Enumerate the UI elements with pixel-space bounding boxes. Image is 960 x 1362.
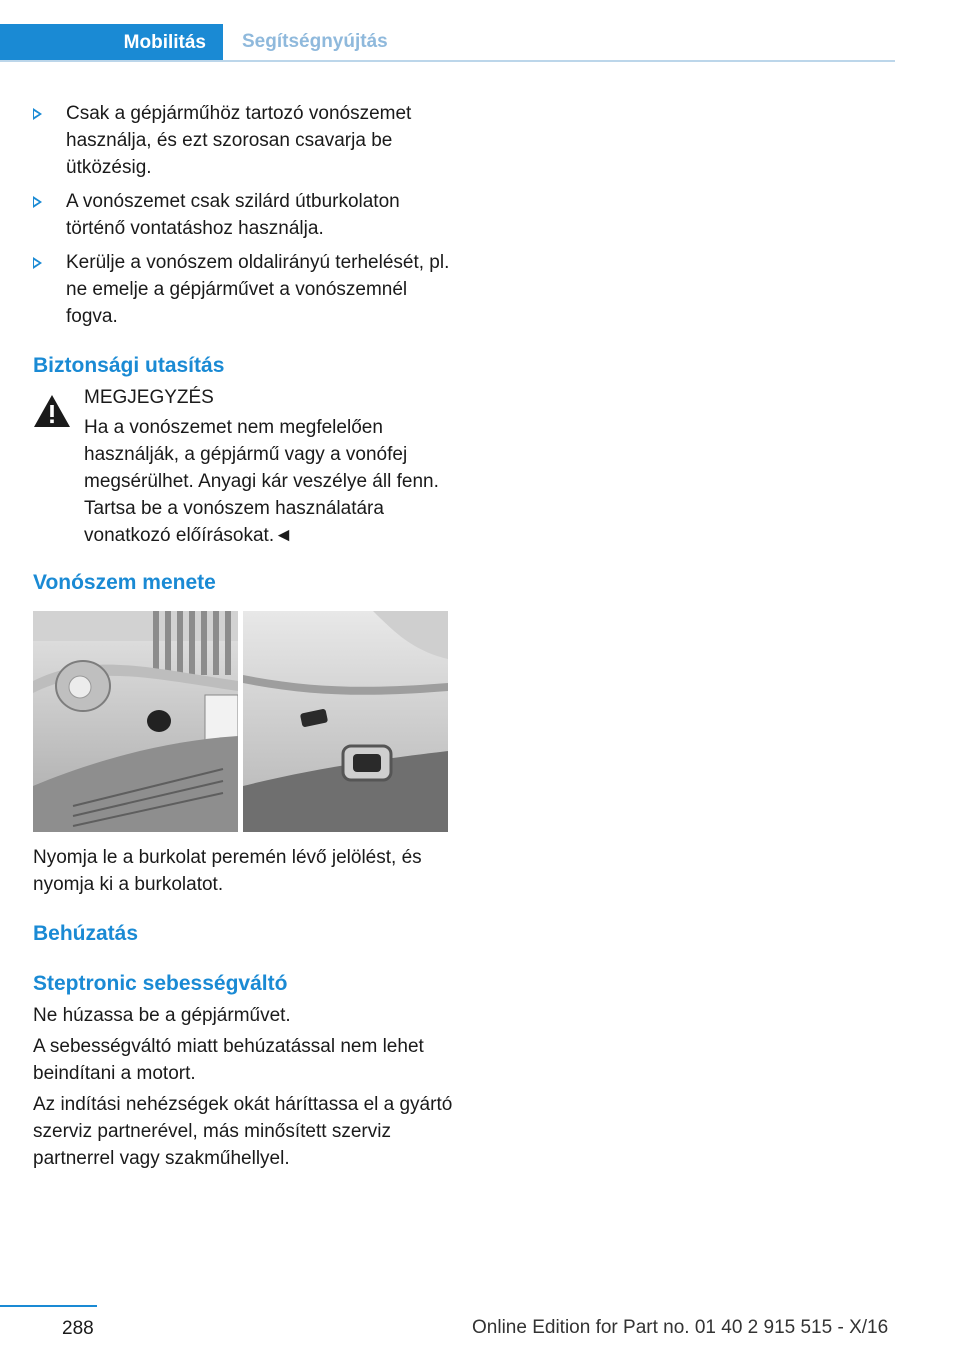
bumper-front-photo	[33, 611, 238, 832]
section-heading-procedure: Vonószem menete	[33, 571, 216, 594]
paragraph: Az indítási nehézségek okát háríttassa el a gyártó szerviz partnerével, más minősített szerviz partnerrel vagy szakműhellyel.	[33, 1094, 453, 1169]
bullet-list	[33, 100, 453, 330]
list-item	[33, 100, 453, 181]
warning-label: MEGJEGYZÉS	[84, 387, 214, 408]
page-header	[0, 0, 895, 62]
list-item	[33, 249, 453, 330]
section-subheading-steptronic: Steptronic sebességváltó	[33, 972, 288, 995]
warning-note	[33, 384, 453, 549]
main-content	[33, 100, 453, 1172]
header-rule	[0, 60, 895, 62]
procedure-figure	[33, 611, 448, 832]
section-heading-towing: Behúzatás	[33, 922, 139, 945]
tab-mobilitas[interactable]: Mobilitás	[0, 24, 223, 62]
list-item-text: A vonószemet csak szilárd útburkolaton történő vontatáshoz használja.	[66, 191, 400, 239]
warning-text: Ha a vonószemet nem megfelelően használják, a gépjármű vagy a vonófej megsérülhet. Anyagi kár veszélye áll fenn. Tartsa be a vonószem használatára vonatkozó előírásokat.◄	[84, 417, 439, 546]
triangle-bullet-icon	[33, 196, 42, 208]
warning-triangle-icon	[33, 394, 71, 428]
list-item-text: Csak a gépjárműhöz tartozó vonószemet használja, és ezt szorosan csavarja be ütközésig.	[66, 103, 412, 178]
list-item	[33, 188, 453, 242]
bumper-rear-photo	[243, 611, 448, 832]
page-number: 288	[62, 1318, 94, 1339]
section-heading-safety: Biztonsági utasítás	[33, 354, 225, 377]
figure-caption: Nyomja le a burkolat peremén lévő jelölést, és nyomja ki a burkolatot.	[33, 847, 422, 895]
footer-rule	[0, 1305, 97, 1307]
paragraph: Ne húzassa be a gépjárművet.	[33, 1005, 291, 1026]
edition-note: Online Edition for Part no. 01 40 2 915 515 - X/16	[472, 1317, 889, 1338]
paragraph: A sebességváltó miatt behúzatással nem lehet beindítani a motort.	[33, 1036, 424, 1084]
triangle-bullet-icon	[33, 257, 42, 269]
triangle-bullet-icon	[33, 108, 42, 120]
list-item-text: Kerülje a vonószem oldalirányú terhelését, pl. ne emelje a gépjárművet a vonószemnél fogva.	[66, 252, 450, 327]
tab-segitsegnyujtas[interactable]: Segítségnyújtás	[242, 31, 388, 52]
